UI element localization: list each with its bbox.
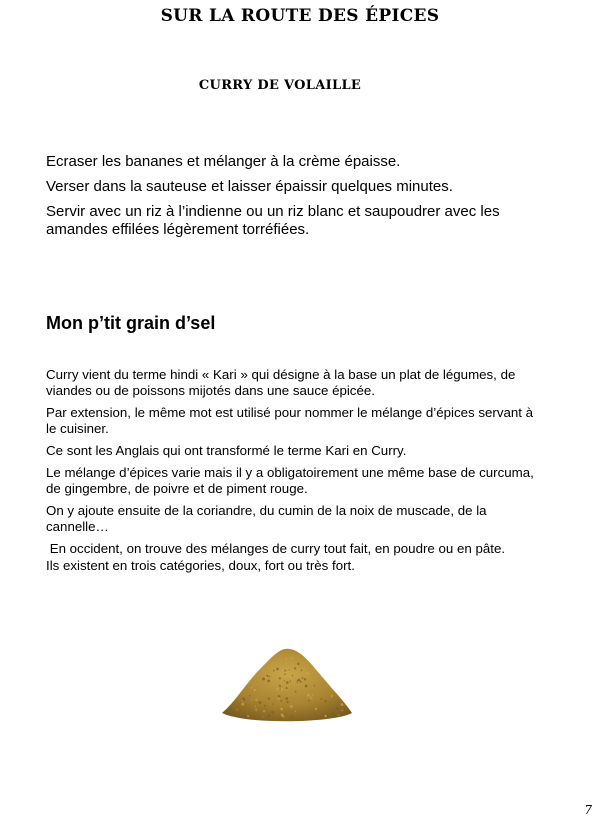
note-paragraph: On y ajoute ensuite de la coriandre, du cumin de la noix de muscade, de la cannelle…: [46, 503, 487, 534]
page-number: 7: [584, 803, 592, 817]
note-paragraph: Ils existent en trois catégories, doux, fort ou très fort.: [46, 558, 355, 573]
note-paragraph: Curry vient du terme hindi « Kari » qui désigne à la base un plat de légumes, de viandes ou de poissons mijotés dans une sauce épicée.: [46, 367, 516, 398]
recipe-step: Ecraser les bananes et mélanger à la crème épaisse.: [46, 153, 401, 170]
recipe-step: Servir avec un riz à l’indienne ou un riz blanc et saupoudrer avec les amandes effilées légèrement torréfiées.: [46, 203, 500, 238]
section-title: Mon p’tit grain d’sel: [46, 313, 216, 333]
recipe-steps: [46, 153, 546, 246]
recipe-step: Verser dans la sauteuse et laisser épaissir quelques minutes.: [46, 178, 453, 195]
curry-powder-icon: [216, 635, 356, 727]
note-paragraph: Ce sont les Anglais qui ont transformé le terme Kari en Curry.: [46, 443, 407, 458]
note-paragraph: Par extension, le même mot est utilisé pour nommer le mélange d’épices servant à le cuisiner.: [46, 405, 534, 436]
note-paragraph: Le mélange d’épices varie mais il y a obligatoirement une même base de curcuma, de gingembre, de poivre et de piment rouge.: [46, 465, 534, 496]
recipe-title: CURRY DE VOLAILLE: [198, 78, 362, 93]
notes-section: [46, 367, 546, 580]
note-paragraph: En occident, on trouve des mélanges de curry tout fait, en poudre ou en pâte.: [46, 541, 506, 556]
page-title: SUR LA ROUTE DES ÉPICES: [160, 6, 440, 26]
